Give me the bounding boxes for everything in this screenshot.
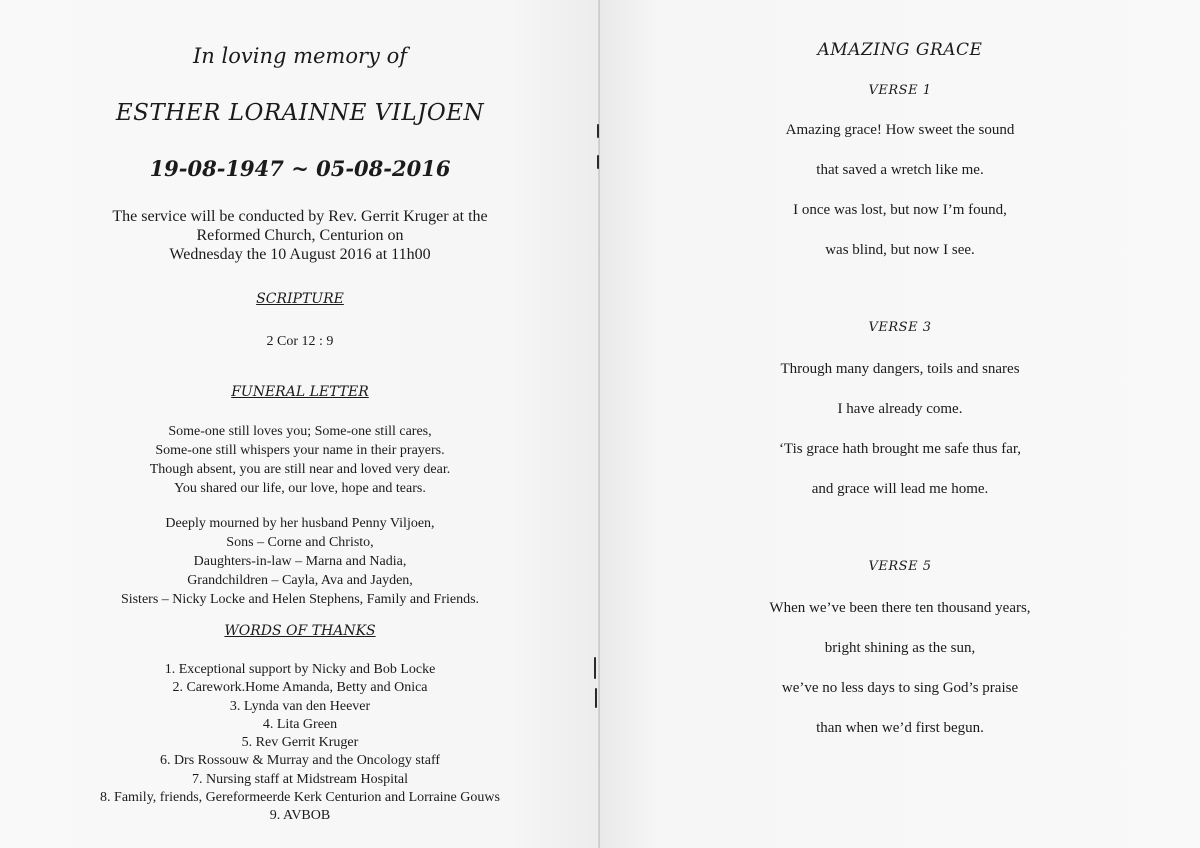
thanks-item: 9. AVBOB xyxy=(269,808,331,824)
words-of-thanks-heading: WORDS OF THANKS xyxy=(224,623,376,639)
scripture-reference: 2 Cor 12 : 9 xyxy=(266,334,334,349)
scripture-heading: SCRIPTURE xyxy=(256,291,344,307)
thanks-item: 6. Drs Rossouw & Murray and the Oncology staff xyxy=(159,753,441,769)
verse-line: bright shining as the sun, xyxy=(824,640,976,656)
verse-line: and grace will lead me home. xyxy=(811,481,989,497)
verse-line: I have already come. xyxy=(837,401,963,417)
mourned-by-list xyxy=(0,514,600,609)
funeral-letter-poem xyxy=(0,422,600,498)
verse-line: than when we’d first begun. xyxy=(816,720,984,736)
mourned-line: Daughters-in-law – Marna and Nadia, xyxy=(193,554,407,569)
staple-mark xyxy=(594,657,596,679)
service-details xyxy=(0,207,600,264)
hymn-title: AMAZING GRACE xyxy=(817,40,983,60)
verse-lines xyxy=(600,349,1200,509)
staple-mark xyxy=(595,688,597,708)
mourned-line: Sisters – Nicky Locke and Helen Stephens, Family and Friends. xyxy=(120,592,480,607)
verse-line: ‘Tis grace hath brought me safe thus far, xyxy=(778,441,1022,457)
thanks-item: 8. Family, friends, Gereformeerde Kerk Centurion and Lorraine Gouws xyxy=(100,790,500,806)
thanks-item: 3. Lynda van den Heever xyxy=(229,698,371,714)
service-line: The service will be conducted by Rev. Gerrit Kruger at the xyxy=(112,208,488,225)
verse-line: Amazing grace! How sweet the sound xyxy=(785,122,1015,138)
verse-line: I once was lost, but now I’m found, xyxy=(793,202,1007,218)
mourned-line: Sons – Corne and Christo, xyxy=(226,535,374,550)
poem-line: You shared our life, our love, hope and tears. xyxy=(174,481,426,496)
verse-line: that saved a wretch like me. xyxy=(816,162,984,178)
staple-mark xyxy=(597,155,599,169)
verse-heading: VERSE 1 xyxy=(868,83,932,98)
verse-lines xyxy=(600,588,1200,748)
deceased-name: ESTHER LORAINNE VILJOEN xyxy=(115,100,485,126)
verse-heading: VERSE 5 xyxy=(868,559,932,574)
verse-heading: VERSE 3 xyxy=(868,320,932,335)
poem-line: Though absent, you are still near and loved very dear. xyxy=(149,462,451,477)
staple-mark xyxy=(597,124,599,138)
thanks-item: 7. Nursing staff at Midstream Hospital xyxy=(192,771,408,787)
verse-line: Through many dangers, toils and snares xyxy=(780,361,1020,377)
funeral-letter-heading: FUNERAL LETTER xyxy=(231,384,369,400)
mourned-line: Grandchildren – Cayla, Ava and Jayden, xyxy=(187,573,413,588)
poem-line: Some-one still loves you; Some-one still cares, xyxy=(168,424,432,439)
memory-heading: In loving memory of xyxy=(193,44,407,68)
life-dates: 19-08-1947 ~ 05-08-2016 xyxy=(149,156,451,181)
service-line: Wednesday the 10 August 2016 at 11h00 xyxy=(169,246,431,263)
service-line: Reformed Church, Centurion on xyxy=(196,227,404,244)
words-of-thanks-list xyxy=(0,661,600,826)
thanks-item: 2. Carework.Home Amanda, Betty and Onica xyxy=(172,680,428,696)
verse-lines xyxy=(600,110,1200,270)
verse-line: we’ve no less days to sing God’s praise xyxy=(781,680,1019,696)
right-page xyxy=(600,0,1200,848)
thanks-item: 1. Exceptional support by Nicky and Bob Locke xyxy=(164,662,436,677)
thanks-item: 5. Rev Gerrit Kruger xyxy=(241,735,359,751)
mourned-line: Deeply mourned by her husband Penny Viljoen, xyxy=(165,516,435,531)
poem-line: Some-one still whispers your name in their prayers. xyxy=(155,443,445,458)
thanks-item: 4. Lita Green xyxy=(262,716,338,732)
verse-line: was blind, but now I see. xyxy=(825,242,975,258)
verse-line: When we’ve been there ten thousand years, xyxy=(769,600,1031,616)
